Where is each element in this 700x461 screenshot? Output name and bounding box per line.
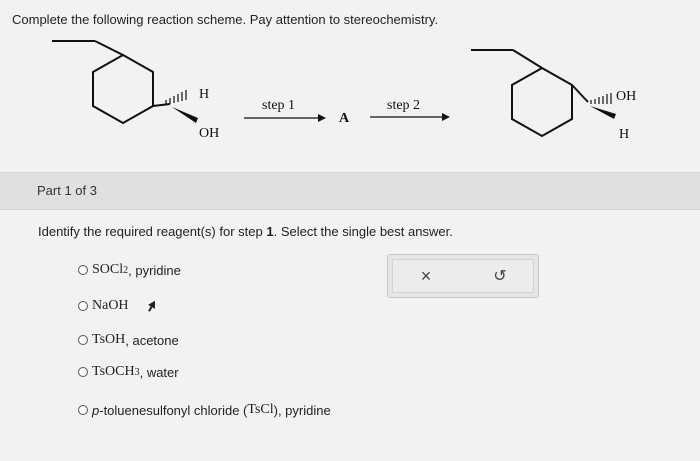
option-tsoh-acetone[interactable] xyxy=(78,332,179,348)
reset-icon: ↺ xyxy=(493,268,507,285)
option-tsoch3-water[interactable] xyxy=(78,364,179,380)
radio-button[interactable] xyxy=(78,265,88,275)
option-formula: TsOH xyxy=(92,332,126,347)
step2-label: step 2 xyxy=(387,98,421,113)
reactant-wedge-bond xyxy=(172,107,198,123)
intermediate-label: A xyxy=(339,111,350,126)
part-header xyxy=(0,172,700,210)
option-subscript: 2 xyxy=(123,264,129,276)
step2-arrowhead xyxy=(442,113,450,121)
option-formula: TsOCH xyxy=(92,364,135,379)
reset-button[interactable] xyxy=(488,264,512,288)
option-text-suffix: ), pyridine xyxy=(273,402,331,418)
option-text: -toluenesulfonyl chloride ( xyxy=(99,402,248,418)
question-step: 1 xyxy=(266,224,274,239)
option-formula: NaOH xyxy=(92,298,129,313)
reactant-hash-bond xyxy=(166,90,186,105)
reactant-oh-label: OH xyxy=(199,126,220,141)
product-h-label: H xyxy=(619,127,630,142)
option-text: , water xyxy=(139,364,179,380)
reactant-h-label: H xyxy=(199,87,210,102)
option-text: , acetone xyxy=(125,332,179,348)
clear-button[interactable] xyxy=(414,264,438,288)
radio-button[interactable] xyxy=(78,301,88,311)
option-subscript: 3 xyxy=(134,366,140,378)
question-prefix: Identify the required reagent(s) for step xyxy=(38,224,267,239)
part-label: Part 1 of 3 xyxy=(37,183,97,198)
radio-button[interactable] xyxy=(78,367,88,377)
mouse-cursor-icon xyxy=(147,300,157,312)
option-italic-prefix: p xyxy=(92,402,100,418)
option-naoh[interactable] xyxy=(78,298,157,314)
option-text: , pyridine xyxy=(128,262,181,278)
step1-label: step 1 xyxy=(262,98,296,113)
reactant-structure xyxy=(52,41,170,123)
option-formula: TsCl xyxy=(247,402,274,417)
question-text xyxy=(38,224,453,239)
instruction-text: Complete the following reaction scheme. Pay attention to stereochemistry. xyxy=(12,12,439,27)
radio-button[interactable] xyxy=(78,335,88,345)
option-socl2-pyridine[interactable] xyxy=(78,262,181,278)
step1-arrowhead xyxy=(318,114,326,122)
reaction-scheme xyxy=(0,30,700,170)
radio-button[interactable] xyxy=(78,405,88,415)
question-suffix: . Select the single best answer. xyxy=(273,224,453,239)
product-oh-label: OH xyxy=(616,89,637,104)
product-hash-bond xyxy=(591,93,611,104)
product-wedge-bond xyxy=(590,106,616,119)
product-structure xyxy=(471,50,588,136)
answer-control-panel xyxy=(387,254,539,298)
option-tscl-pyridine[interactable] xyxy=(78,402,331,418)
close-icon: × xyxy=(420,265,432,286)
option-formula: SOCl xyxy=(92,262,124,277)
